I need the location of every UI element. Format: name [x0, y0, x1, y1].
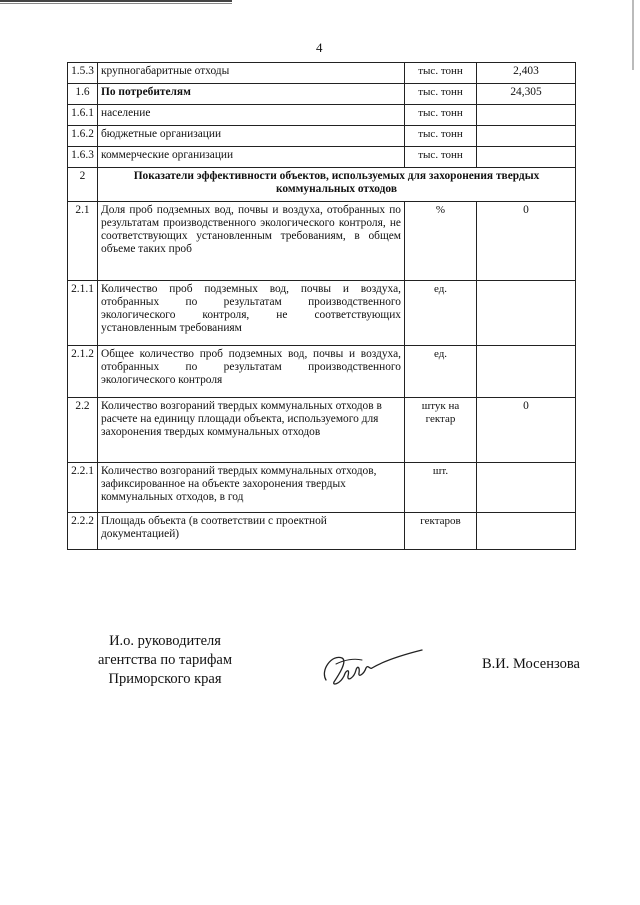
row-value: [477, 126, 576, 147]
row-description: Площадь объекта (в соответствии с проектной документацией): [98, 513, 405, 550]
row-description: Доля проб подземных вод, почвы и воздуха, отобранных по результатам производственного экологического контроля, не соответствующих установленным требованиям, в общем объеме таких проб: [98, 202, 405, 281]
row-description: Общее количество проб подземных вод, почвы и воздуха, отобранных по результатам производственного экологического контроля: [98, 346, 405, 398]
row-number: 2.2: [68, 398, 98, 463]
row-number: 1.6.3: [68, 147, 98, 168]
signer-name: В.И. Мосензова: [482, 656, 580, 672]
table-row: [68, 398, 576, 463]
handwritten-signature-icon: [318, 640, 428, 690]
signatory-position: [90, 632, 240, 689]
header-rule: [0, 0, 232, 2]
row-unit: ед.: [405, 281, 477, 346]
row-number: 2.2.2: [68, 513, 98, 550]
row-description: бюджетные организации: [98, 126, 405, 147]
indicators-table: [67, 62, 576, 550]
row-unit: тыс. тонн: [405, 105, 477, 126]
row-number: 2.1.2: [68, 346, 98, 398]
row-number: 2.1: [68, 202, 98, 281]
row-unit: тыс. тонн: [405, 63, 477, 84]
table-row: [68, 84, 576, 105]
table-row: [68, 281, 576, 346]
row-description: Количество возгораний твердых коммунальных отходов в расчете на единицу площади объекта, используемого для захоронения твердых коммунальных отходов: [98, 398, 405, 463]
table-row: [68, 147, 576, 168]
row-value: 0: [477, 398, 576, 463]
row-value: [477, 147, 576, 168]
row-value: 2,403: [477, 63, 576, 84]
section-title: Показатели эффективности объектов, используемых для захоронения твердых коммунальных отходов: [98, 168, 576, 202]
row-value: [477, 513, 576, 550]
row-number: 1.6.2: [68, 126, 98, 147]
row-description: По потребителям: [98, 84, 405, 105]
row-number: 1.6.1: [68, 105, 98, 126]
row-number: 2.2.1: [68, 463, 98, 513]
row-number: 2.1.1: [68, 281, 98, 346]
position-line-2: агентства по тарифам: [98, 652, 232, 668]
row-unit: шт.: [405, 463, 477, 513]
table-row: [68, 126, 576, 147]
row-description: население: [98, 105, 405, 126]
row-value: [477, 346, 576, 398]
row-description: коммерческие организации: [98, 147, 405, 168]
row-number: 1.5.3: [68, 63, 98, 84]
table-row: [68, 63, 576, 84]
position-line-1: И.о. руководителя: [109, 633, 221, 649]
page-number: 4: [316, 40, 323, 55]
header-rule-secondary: [0, 3, 232, 4]
row-unit: штук на гектар: [405, 398, 477, 463]
row-description: Количество проб подземных вод, почвы и воздуха, отобранных по результатам производственного экологического контроля, не соответствующих установленным требованиям: [98, 281, 405, 346]
table-row: [68, 202, 576, 281]
row-unit: %: [405, 202, 477, 281]
section-row: [68, 168, 576, 202]
row-unit: ед.: [405, 346, 477, 398]
row-unit: тыс. тонн: [405, 147, 477, 168]
table-row: [68, 346, 576, 398]
row-value: 24,305: [477, 84, 576, 105]
row-unit: гектаров: [405, 513, 477, 550]
table-row: [68, 463, 576, 513]
table-row: [68, 513, 576, 550]
row-value: [477, 281, 576, 346]
row-value: 0: [477, 202, 576, 281]
row-description: Количество возгораний твердых коммунальных отходов, зафиксированное на объекте захоронения твердых коммунальных отходов, в год: [98, 463, 405, 513]
row-unit: тыс. тонн: [405, 126, 477, 147]
table-row: [68, 105, 576, 126]
row-unit: тыс. тонн: [405, 84, 477, 105]
position-line-3: Приморского края: [108, 671, 222, 687]
row-value: [477, 105, 576, 126]
row-description: крупногабаритные отходы: [98, 63, 405, 84]
row-value: [477, 463, 576, 513]
section-number: 2: [68, 168, 98, 202]
scan-edge-mark: [632, 0, 634, 70]
row-number: 1.6: [68, 84, 98, 105]
